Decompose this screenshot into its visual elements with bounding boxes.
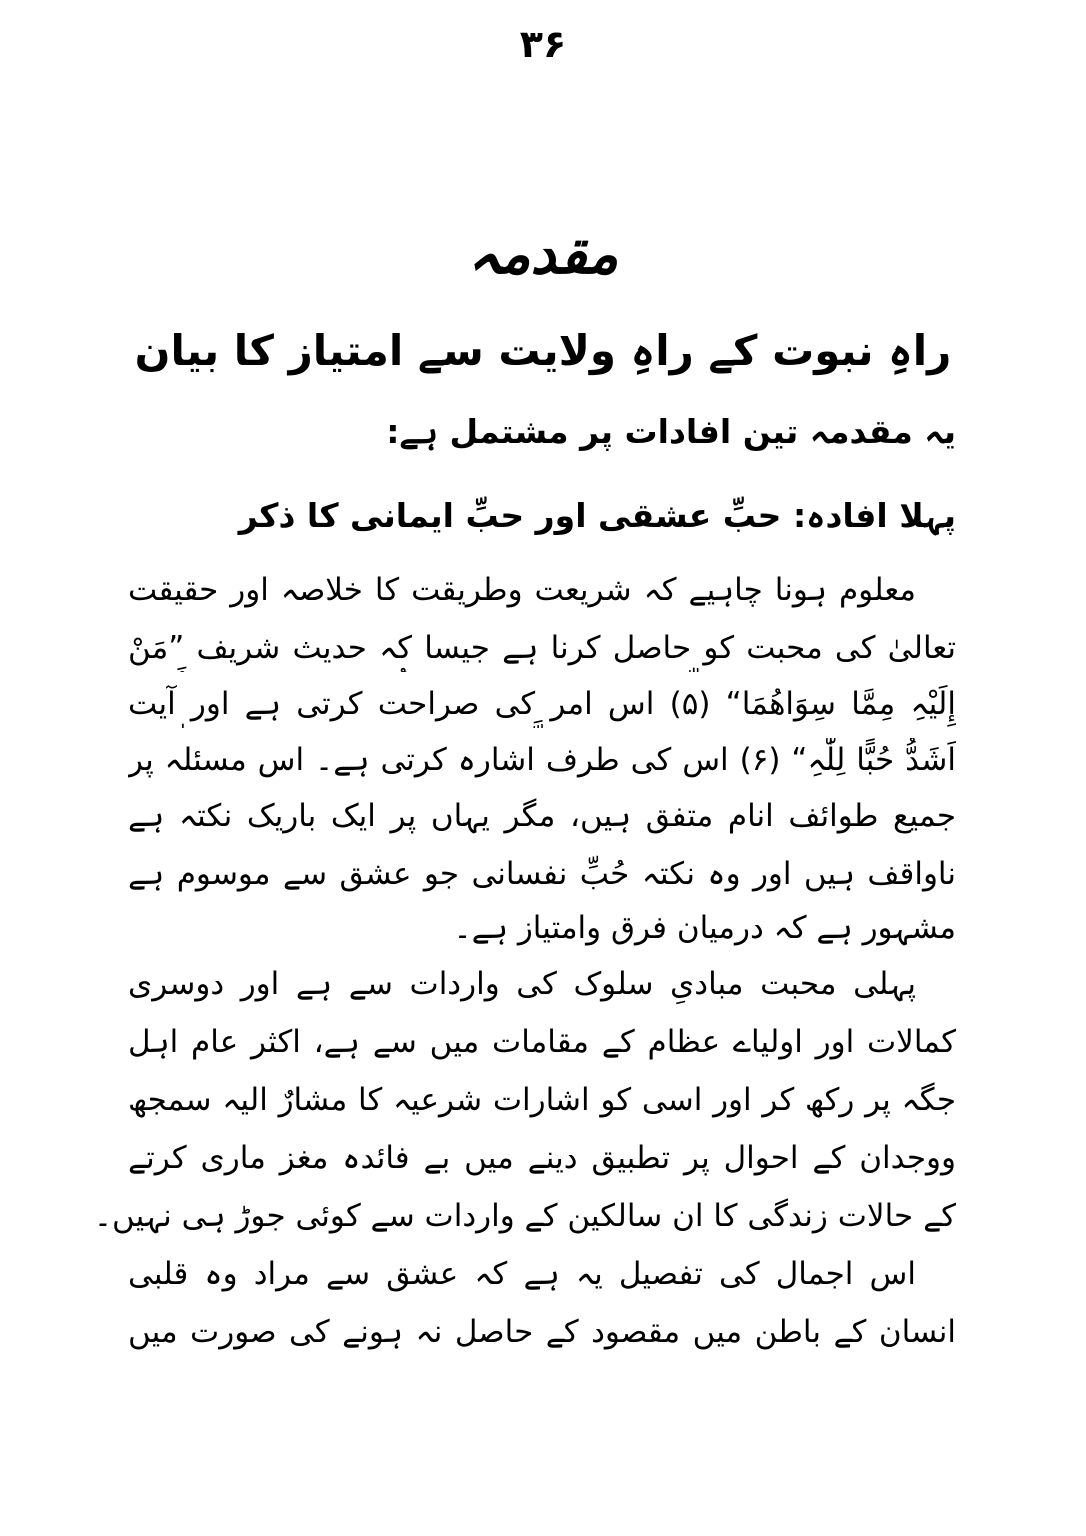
paragraph-2-line-3: جگہ پر رکھ کر اور اسی کو اشارات شرعیہ کا مشارٌ الیہ سمجھ [128, 1082, 956, 1118]
first-ifada-heading: پہلا افادہ: حبِّ عشقی اور حبِّ ایمانی کا ذکر [238, 496, 956, 535]
page-title: مقدمہ [467, 222, 619, 287]
paragraph-1-line-6: ناواقف ہیں اور وہ نکتہ حُبِّ نفسانی جو عشق سے موسوم ہے [128, 856, 956, 892]
intro-line: یہ مقدمہ تین افادات پر مشتمل ہے: [386, 412, 956, 451]
paragraph-1-line-2: تعالیٰ کی محبت کو حاصل کرنا ہے جیسا کہ حدیث شریف ”مَنْ [128, 630, 956, 666]
paragraph-1-line-5: جمیع طوائف انام متفق ہیں، مگر یہاں پر ایک باریک نکتہ ہے [128, 798, 956, 834]
paragraph-1-line-4: اَشَدُّ حُبًّا لِلّٰہِ“ (۶) اس کی طرف اشارہ کرتی ہے۔ اس مسئلہ پر [128, 742, 956, 778]
page-number: ۳۶ [519, 22, 567, 66]
paragraph-1-line-3: إِلَیْہِ مِمَّا سِوَاھُمَا“ (۵) اس امر کی صراحت کرتی ہے اور آیت [128, 686, 956, 722]
paragraph-2-line-4: ووجدان کے احوال پر تطبیق دینے میں بے فائدہ مغز ماری کرتے [128, 1140, 956, 1176]
paragraph-2-line-2: کمالات اور اولیاے عظام کے مقامات میں سے ہے، اکثر عام اہل [128, 1024, 956, 1060]
paragraph-3-line-1: اس اجمال کی تفصیل یہ ہے کہ عشق سے مراد وہ قلبی [128, 1256, 916, 1292]
paragraph-1-line-7: مشہور ہے کہ درمیان فرق وامتیاز ہے۔ [453, 910, 956, 946]
paragraph-1-line-1: معلوم ہونا چاہیے کہ شریعت وطریقت کا خلاصہ اور حقیقت [128, 572, 916, 608]
paragraph-2-line-5: کے حالات زندگی کا ان سالکین کے واردات سے کوئی جوڑ ہی نہیں۔ [93, 1198, 956, 1234]
section-subtitle: راہِ نبوت کے راہِ ولایت سے امتیاز کا بیان [134, 326, 952, 375]
paragraph-3-line-2: انسان کے باطن میں مقصود کے حاصل نہ ہونے کی صورت میں [128, 1314, 956, 1350]
paragraph-2-line-1: پہلی محبت مبادیِ سلوک کی واردات سے ہے اور دوسری [128, 966, 916, 1002]
